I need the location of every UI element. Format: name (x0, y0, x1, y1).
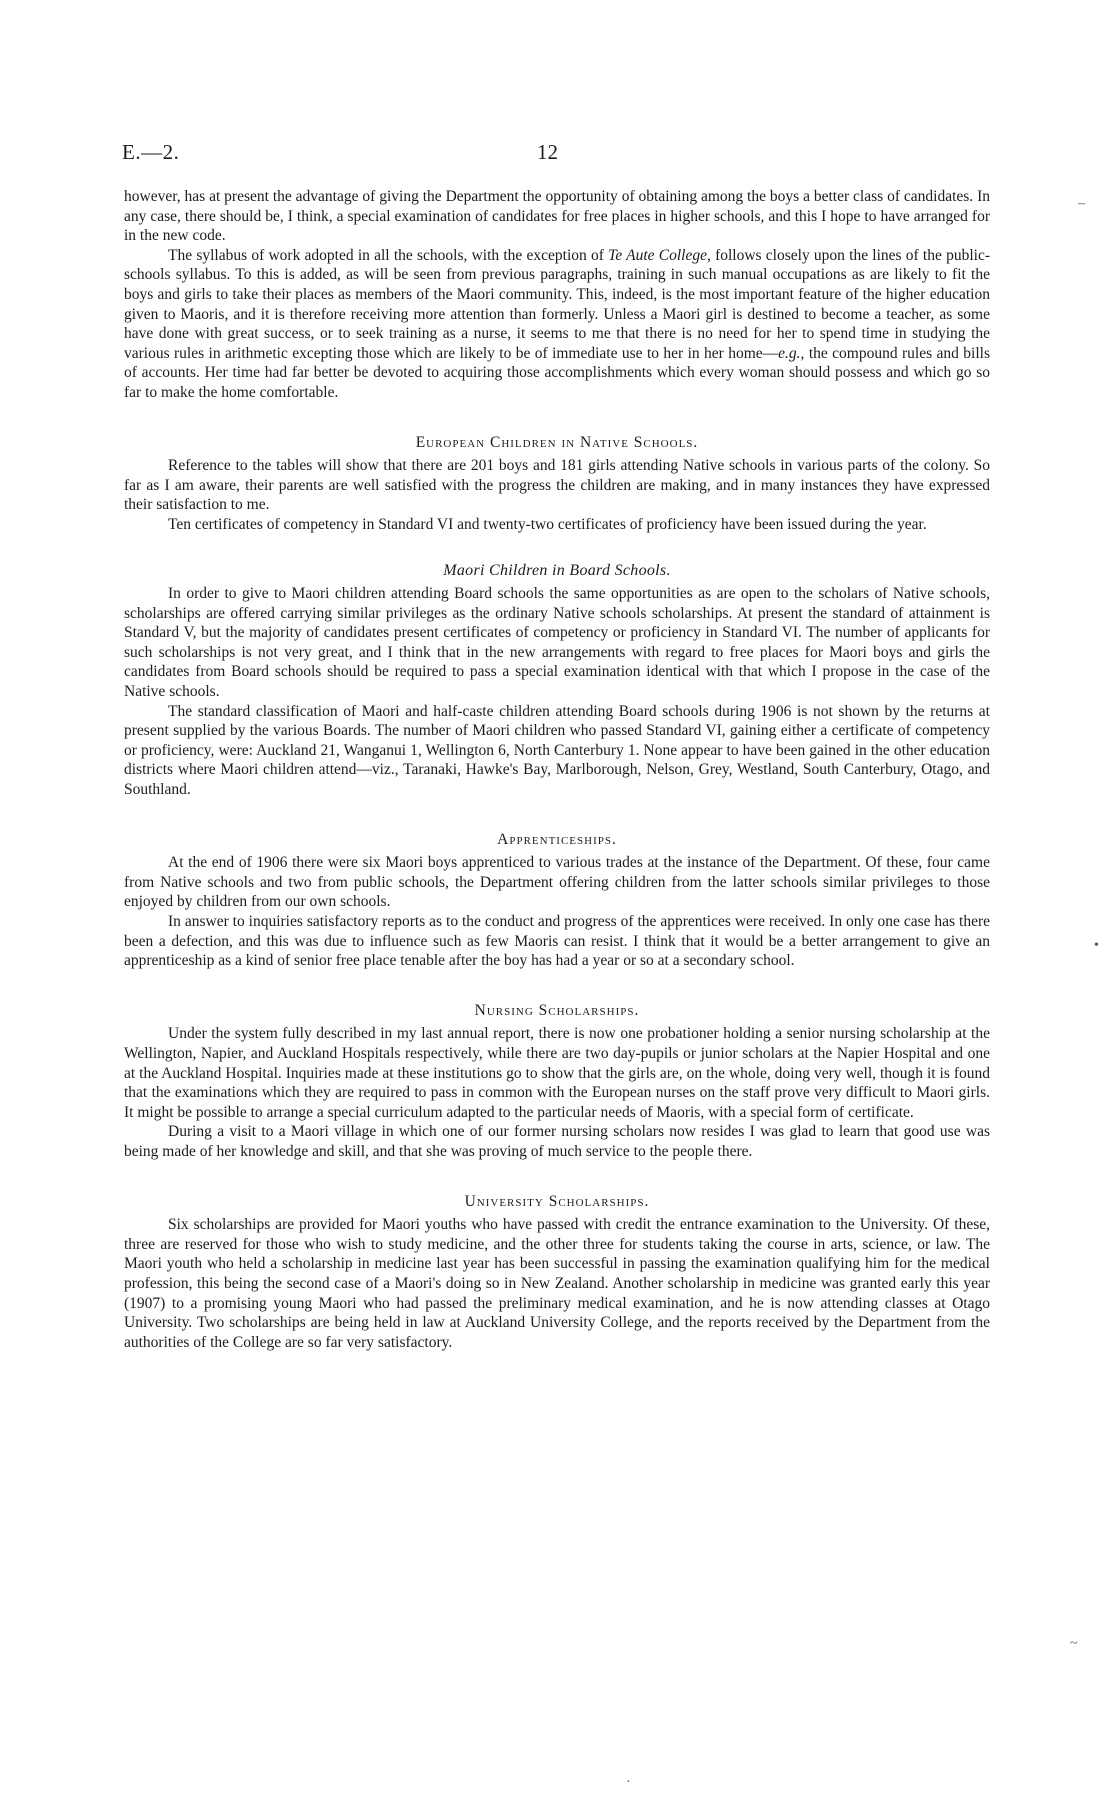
european-paragraph-2: Ten certificates of competency in Standard VI and twenty-two certificates of proficiency have been issued during the year. (168, 515, 927, 533)
intro-p2-text-c: the compound rules and bills of accounts. Her time had far better be devoted to acquiring those accomplishments which every woman should possess and which go so far to make the home comfortable. (124, 344, 991, 401)
heading-apprenticeships: Apprenticeships. (497, 830, 617, 848)
page-number: 12 (537, 140, 558, 164)
european-paragraph-1: Reference to the tables will show that there are 201 boys and 181 girls attending Native schools in various parts of the colony. So far as I am aware, their parents are well satisfied with the progress the children are making, and in many instances they have expressed their satisfaction to me. (124, 457, 990, 514)
margin-dot-mark: • (1094, 938, 1099, 953)
page-content (124, 187, 990, 1352)
nursing-paragraph-2: During a visit to a Maori village in which one of our former nursing scholars now resides I was glad to learn that good use was being made of her knowledge and skill, and that she was proving of much service to the people there. (124, 1123, 990, 1160)
bottom-speck-mark: · (626, 1775, 631, 1790)
intro-p2-text-b: follows closely upon the lines of the public-schools syllabus. To this is added, as will be seen from previous paragraphs, training in such manual occupations as are likely to fit the boys and girls to take their places as members of the Maori community. This, indeed, is the most important feature of the higher education given to Maoris, and it is therefore receiving more attention than formerly. Unless a Maori girl is destined to become a teacher, as some have done with great success, or to seek training as a nurse, it seems to me that there is no need for her to spend time in studying the various rules in arithmetic excepting those which are likely to be of immediate use to her in her home— (124, 246, 990, 362)
page-header (122, 140, 992, 170)
apprenticeships-paragraph-1: At the end of 1906 there were six Maori boys apprenticed to various trades at the instance of the Department. Of these, four came from Native schools and two from public schools, the Department offering children from the latter schools similar privileges to those enjoyed by children from our own schools. (124, 854, 990, 911)
margin-dash-mark: – (1078, 196, 1085, 211)
university-paragraph-1: Six scholarships are provided for Maori youths who have passed with credit the entrance examination to the University. Of these, three are reserved for those who wish to study medicine, and the other three for students taking the course in arts, science, or law. The Maori youth who held a scholarship in medicine last year has been successful in passing the examination qualifying him for the medical profession, this being the second case of a Maori's doing so in New Zealand. Another scholarship in medicine was granted early this year (1907) to a promising young Maori who had passed the preliminary medical examination, and he is now attending classes at Otago University. Two scholarships are being held in law at Auckland University College, and the reports received by the Department from the authorities of the College are so far very satisfactory. (124, 1216, 990, 1351)
maori-board-paragraph-1: In order to give to Maori children attending Board schools the same opportunities as are open to the scholars of Native schools, scholarships are offered carrying similar privileges as the ordinary Native schools scholarships. At present the standard of attainment is Standard V, but the majority of candidates present certificates of competency or proficiency in Standard VI. The number of applicants for such scholarships is not very great, and I think that in the new arrangements with regard to free places for Maori boys and girls the candidates from Board schools should be required to pass a special examination identical with that which I propose in the case of the Native schools. (124, 585, 990, 701)
eg-italic: e.g., (778, 344, 805, 362)
apprenticeships-paragraph-2: In answer to inquiries satisfactory reports as to the conduct and progress of the apprentices were received. In only one case has there been a defection, and this was due to influence such as few Maoris can resist. I think that it would be a better arrangement to give an apprenticeship as a kind of senior free place tenable after the boy has had a year or so at a secondary school. (124, 913, 990, 970)
heading-university-scholarships: University Scholarships. (464, 1192, 650, 1210)
margin-squiggle-mark: ~ (1070, 1636, 1078, 1651)
intro-paragraph-2 (124, 246, 990, 403)
intro-p2-text-a: The syllabus of work adopted in all the schools, with the exception of (168, 246, 609, 264)
te-aute-college-italic: Te Aute College, (608, 246, 711, 264)
maori-board-paragraph-2: The standard classification of Maori and half-caste children attending Board schools during 1906 is not shown by the returns at present supplied by the various Boards. The number of Maori children who passed Standard VI, gaining either a certificate of competency or proficiency, were: Auckland 21, Wanganui 1, Wellington 6, North Canterbury 1. None appear to have been gained in the other education districts where Maori children attend—viz., Taranaki, Hawke's Bay, Marlborough, Nelson, Grey, Westland, South Canterbury, Otago, and Southland. (124, 702, 990, 799)
heading-maori-board-schools: Maori Children in Board Schools. (443, 561, 671, 579)
intro-paragraph-1: however, has at present the advantage of giving the Department the opportunity of obtaining among the boys a better class of candidates. In any case, there should be, I think, a special examination of candidates for free places in higher schools, and this I hope to have arranged for in the new code. (124, 188, 990, 245)
heading-nursing-scholarships: Nursing Scholarships. (474, 1001, 640, 1019)
nursing-paragraph-1: Under the system fully described in my last annual report, there is now one probationer holding a senior nursing scholarship at the Wellington, Napier, and Auckland Hospitals respectively, while there are two day-pupils or junior scholars at the Napier Hospital and one at the Auckland Hospital. Inquiries made at these institutions go to show that the girls are, on the whole, doing very well, though it is found that the examinations which they are required to pass in common with the European nurses on the staff prove very difficult to Maori girls. It might be possible to arrange a special curriculum adapted to the particular needs of Maoris, with a special form of certificate. (124, 1025, 990, 1121)
heading-european-children: European Children in Native Schools. (415, 433, 699, 451)
document-code: E.—2. (122, 140, 180, 164)
